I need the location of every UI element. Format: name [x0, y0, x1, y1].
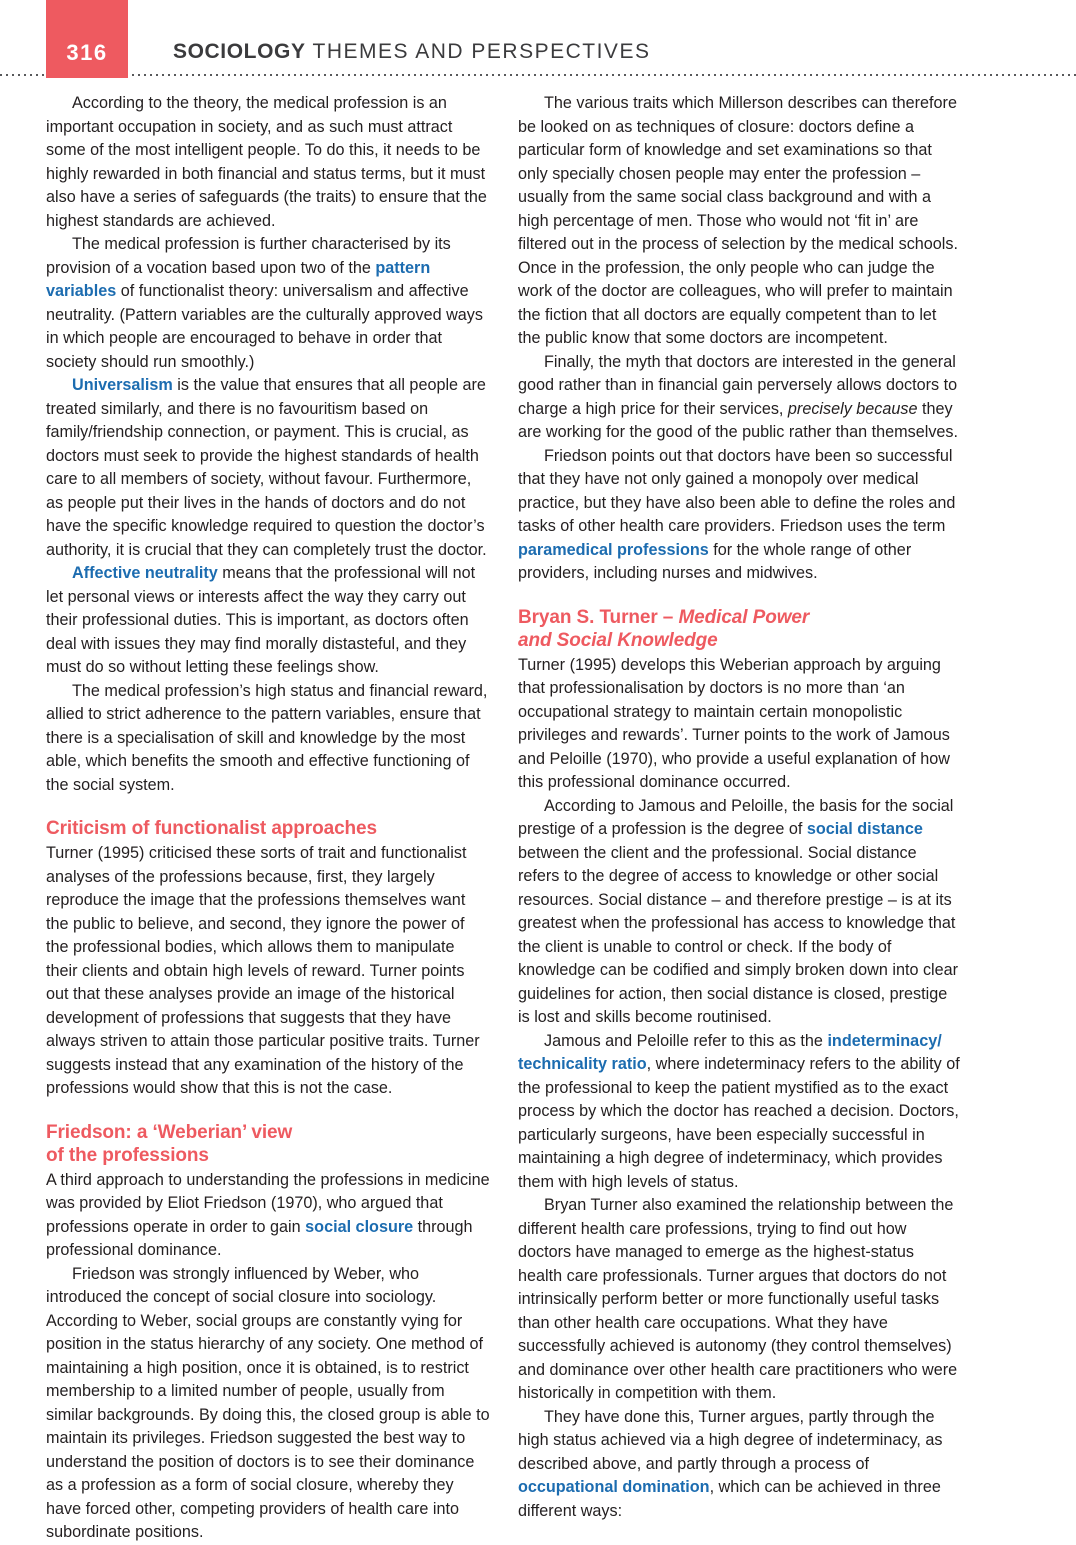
- paragraph: [518, 351, 962, 445]
- book-title: [173, 40, 650, 64]
- paragraph: [518, 445, 962, 586]
- paragraph: Turner (1995) criticised these sorts of trait and functionalist analyses of the professions because, first, they largely reproduce the image that the professions themselves want the public to believe, and second, they ignore the power of the professional bodies, which allows them to manipulate their clients and obtain high levels of reward. Turner points out that these analyses provide an image of the historical development of professions that suggests that they have always striven to attain those particular positive traits. Turner suggests instead that any examination of the history of the professions would show that this is not the case.: [46, 844, 480, 1097]
- paragraph: Turner (1995) develops this Weberian approach by arguing that professionalisation by doctors is no more than ‘an occupational strategy to maintain certain monopolistic privileges and rewards’. Turner points to the work of Jamous and Peloille (1970), who provide a useful explanation of how this professional dominance occurred.: [518, 655, 950, 791]
- text-run: through professional dominance.: [46, 1217, 473, 1259]
- heading-plain-run: Bryan S. Turner –: [518, 606, 679, 628]
- text-run: is the value that ensures that all people are treated similarly, and there is no favouritism based on family/friendship connection, or payment. This is crucial, as doctors must seek to provide the highest standards of health care to all members of society, without favour. Furthermore, as people put their lives in the hands of doctors and do not have the specific knowledge required to question the doctor’s authority, it is crucial that they can completely trust the doctor.: [46, 376, 487, 559]
- paragraph: According to the theory, the medical profession is an important occupation in society, and as such must attract some of the most intelligent people. To do this, it needs to be highly rewarded in both financial and status terms, but it must also have a series of safeguards (the traits) to ensure that the highest standards are achieved.: [46, 94, 487, 230]
- text-run: Jamous and Peloille refer to this as the: [544, 1031, 828, 1050]
- heading-italic-run-1: Medical Power: [678, 606, 810, 628]
- paragraph: [518, 795, 962, 1030]
- page-number: 316: [66, 40, 108, 65]
- paragraph: [46, 562, 490, 680]
- paragraph: [46, 374, 490, 562]
- paragraph: [46, 233, 490, 374]
- paragraph: [518, 1406, 962, 1524]
- page-header: [0, 0, 1076, 80]
- emphasis-italic: precisely because: [787, 399, 918, 418]
- paragraph: Friedson was strongly influenced by Weber, who introduced the concept of social closure into sociology. According to Weber, social groups are constantly vying for position in the status hierarchy of any society. One method of maintaining a high position, once it is obtained, is to restrict membership to a limited number of people, usually from similar backgrounds. By doing this, the closed group is able to maintain its privileges. Friedson suggested the best way to understand the position of doctors is to see their dominance as a profession as a form of social closure, whereby they have forced other, competing providers of health care into subordinate positions.: [46, 1264, 490, 1541]
- text-run: Friedson points out that doctors have been so successful that they have not only gained a monopoly over medical practice, but they have also been able to define the roles and tasks of other health care providers. Friedson uses the term: [518, 446, 956, 535]
- right-column: [518, 92, 962, 1545]
- text-run: of functionalist theory: universalism and affective neutrality. (Pattern variables are the culturally approved ways in which people are encouraged to behave in order that society should run smoothly.): [46, 282, 483, 371]
- page-number-box: [46, 0, 128, 78]
- text-run: , which can be achieved in three different ways:: [518, 1478, 941, 1520]
- left-column: [46, 92, 490, 1545]
- header-dotted-rule: [0, 74, 1076, 76]
- text-run: A third approach to understanding the professions in medicine was provided by Eliot Friedson (1970), who argued that professions operate in order to gain: [46, 1170, 490, 1236]
- text-run: According to Jamous and Peloille, the basis for the social prestige of a profession is the degree of: [518, 796, 954, 838]
- text-run: They have done this, Turner argues, partly through the high status achieved via a high degree of indeterminacy, as described above, and partly through a process of: [518, 1407, 943, 1473]
- paragraph: Bryan Turner also examined the relationship between the different health care professions, trying to find out how doctors have managed to emerge as the highest-status health care professionals. Turner argues that doctors do not intrinsically perform better or more functionally useful tasks than other health care occupations. What they have successfully achieved is autonomy (they control themselves) and dominance over other health care practitioners who were historically in competition with them.: [518, 1196, 958, 1402]
- book-title-bold: SOCIOLOGY: [173, 40, 306, 63]
- heading-line-2: of the professions: [46, 1144, 209, 1166]
- book-title-light: THEMES AND PERSPECTIVES: [305, 40, 651, 63]
- section-heading-criticism: Criticism of functionalist approaches: [46, 818, 377, 839]
- key-term: social distance: [806, 820, 923, 838]
- heading-line-1: Friedson: a ‘Weberian’ view: [46, 1121, 293, 1143]
- paragraph: The various traits which Millerson describes can therefore be looked on as techniques of closure: doctors define a particular form of knowledge and set examinations so that only specially chosen people may enter the profession – usually from the same social class background and with a high percentage of men. Those who would not ‘fit in’ are filtered out in the process of selection by the medical schools. Once in the profession, the only people who can judge the work of the doctor are colleagues, who will prefer to maintain the fiction that all doctors are equally competent than to let the public know that some doctors are incompetent.: [518, 94, 958, 347]
- text-run: , where indeterminacy refers to the ability of the professional to keep the patient mystified as to the exact process by which the doctor has reached a decision. Doctors, particularly surgeons, have been especially successful in maintaining a high degree of indeterminacy, which provides them with high levels of status.: [518, 1055, 960, 1191]
- text-run: for the whole range of other providers, including nurses and midwives.: [518, 540, 912, 582]
- paragraph: [518, 1030, 962, 1195]
- heading-italic-run-2: and Social Knowledge: [518, 629, 718, 651]
- key-term: indeterminacy/ technicality ratio: [518, 1031, 942, 1073]
- section-heading-friedson: [46, 1101, 490, 1169]
- key-term: occupational domination: [518, 1478, 710, 1496]
- two-column-body: [46, 92, 1030, 1545]
- text-run: means that the professional will not let personal views or interests affect the way they carry out their professional duties. This is important, as doctors often deal with issues they may find morally distasteful, and they must do so without letting these feelings show.: [46, 564, 476, 676]
- section-heading-bryan-turner: [518, 586, 962, 654]
- text-run: Finally, the myth that doctors are interested in the general good rather than in financial gain perversely allows doctors to charge a high price for their services,: [518, 352, 958, 418]
- key-term: Affective neutrality: [72, 564, 218, 582]
- text-run: they are working for the good of the public rather than themselves.: [518, 399, 959, 441]
- text-run: The medical profession is further characterised by its provision of a vocation based upon two of the: [46, 235, 451, 277]
- paragraph: The medical profession’s high status and financial reward, allied to strict adherence to the pattern variables, ensure that there is a specialisation of skill and knowledge by the most able, which benefits the smooth and effective functioning of the social system.: [46, 681, 488, 794]
- key-term: social closure: [305, 1217, 414, 1236]
- key-term: Universalism: [72, 376, 173, 394]
- paragraph: [46, 1169, 490, 1263]
- key-term: paramedical professions: [518, 540, 709, 559]
- key-term: pattern variables: [46, 258, 431, 300]
- text-run: between the client and the professional. Social distance refers to the degree of access to knowledge or other social resources. Social distance – and therefore prestige – is at its greatest when the professional has access to knowledge that the client is unable to control or check. If the body of knowledge can be codified and simply broken down into clear guidelines for action, then social distance is closed, prestige is lost and skills become routinised.: [518, 843, 959, 1026]
